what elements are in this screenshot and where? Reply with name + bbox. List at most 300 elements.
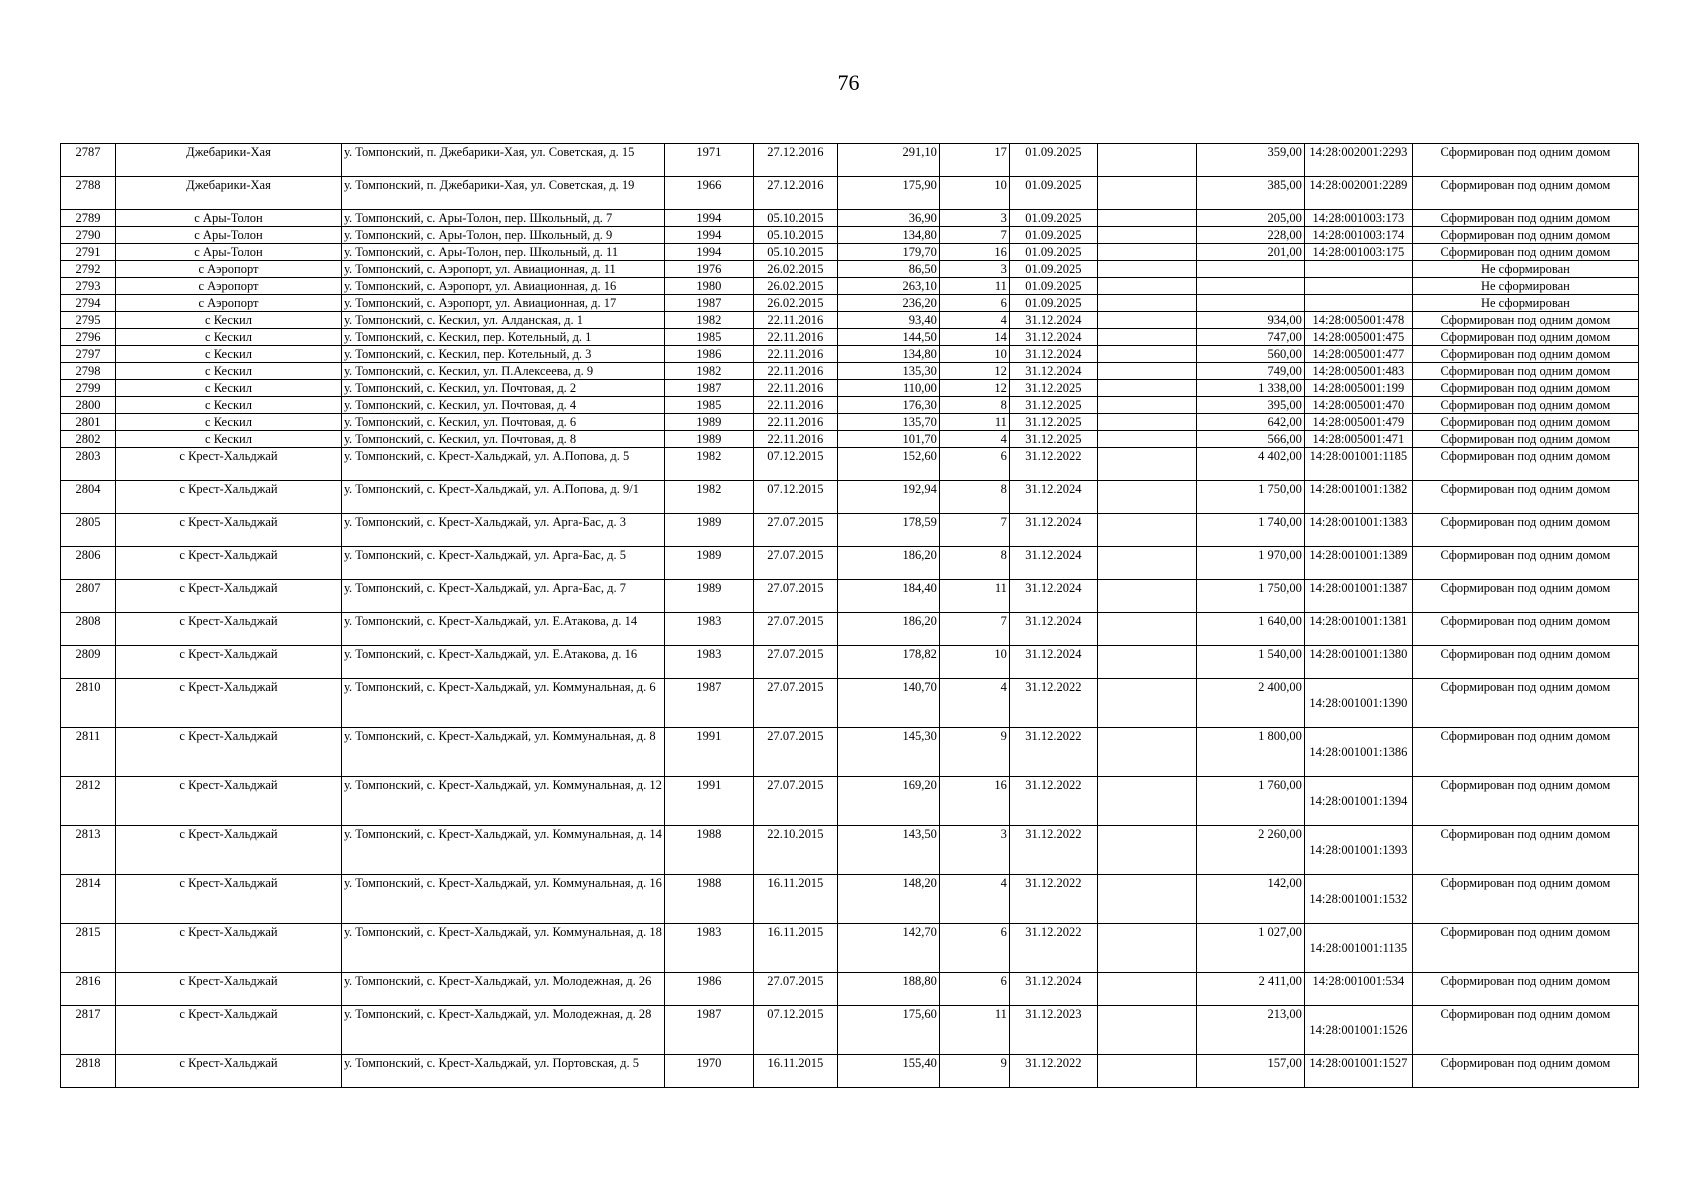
deadline-date: 31.12.2024 <box>1009 580 1097 613</box>
apartment-count: 17 <box>939 144 1009 177</box>
build-year: 1983 <box>664 646 753 679</box>
locality: с Крест-Хальджай <box>116 1006 342 1055</box>
row-number: 2787 <box>61 144 116 177</box>
inclusion-date: 05.10.2015 <box>753 227 837 244</box>
cadastral-number-text: 14:28:001001:1393 <box>1309 843 1408 857</box>
status: Сформирован под одним домом <box>1412 448 1638 481</box>
deadline-date: 01.09.2025 <box>1009 261 1097 278</box>
row-number: 2802 <box>61 431 116 448</box>
empty-cell <box>1097 679 1196 728</box>
deadline-date: 01.09.2025 <box>1009 295 1097 312</box>
land-area: 1 640,00 <box>1196 613 1304 646</box>
build-year: 1987 <box>664 380 753 397</box>
deadline-date: 01.09.2025 <box>1009 278 1097 295</box>
cadastral-number-text: 14:28:001001:1383 <box>1309 515 1408 529</box>
status: Сформирован под одним домом <box>1412 329 1638 346</box>
row-number: 2813 <box>61 826 116 875</box>
inclusion-date: 27.12.2016 <box>753 144 837 177</box>
inclusion-date: 27.12.2016 <box>753 177 837 210</box>
table-row <box>61 278 1639 295</box>
build-year: 1989 <box>664 514 753 547</box>
land-area: 157,00 <box>1196 1055 1304 1088</box>
land-area <box>1196 278 1304 295</box>
table-row <box>61 679 1639 728</box>
cadastral-number <box>1304 397 1412 414</box>
land-area: 201,00 <box>1196 244 1304 261</box>
deadline-date: 31.12.2024 <box>1009 346 1097 363</box>
cadastral-number-text: 14:28:001001:1394 <box>1309 794 1408 808</box>
cadastral-number <box>1304 481 1412 514</box>
cadastral-number-text: 14:28:001003:175 <box>1312 245 1405 259</box>
status: Не сформирован <box>1412 295 1638 312</box>
land-area: 1 750,00 <box>1196 580 1304 613</box>
page-number: 76 <box>837 70 860 95</box>
build-year: 1986 <box>664 346 753 363</box>
area: 186,20 <box>837 547 939 580</box>
cadastral-number-text: 14:28:001001:1387 <box>1309 581 1408 595</box>
area: 135,30 <box>837 363 939 380</box>
cadastral-number-text: 14:28:001001:1381 <box>1309 614 1408 628</box>
area: 169,20 <box>837 777 939 826</box>
inclusion-date: 22.11.2016 <box>753 414 837 431</box>
deadline-date: 31.12.2024 <box>1009 481 1097 514</box>
build-year: 1983 <box>664 924 753 973</box>
build-year: 1988 <box>664 826 753 875</box>
build-year: 1987 <box>664 1006 753 1055</box>
locality: с Крест-Хальджай <box>116 777 342 826</box>
land-area: 749,00 <box>1196 363 1304 380</box>
inclusion-date: 22.11.2016 <box>753 397 837 414</box>
cadastral-number <box>1304 679 1412 728</box>
locality: с Кескил <box>116 363 342 380</box>
row-number: 2801 <box>61 414 116 431</box>
cadastral-number <box>1304 1006 1412 1055</box>
status: Сформирован под одним домом <box>1412 346 1638 363</box>
address: у. Томпонский, с. Крест-Хальджай, ул. Коммунальная, д. 16 <box>342 875 665 924</box>
build-year: 1982 <box>664 312 753 329</box>
cadastral-number-text: 14:28:005001:475 <box>1312 330 1405 344</box>
locality: с Аэропорт <box>116 295 342 312</box>
address: у. Томпонский, с. Крест-Хальджай, ул. А.Попова, д. 5 <box>342 448 665 481</box>
apartment-count: 8 <box>939 481 1009 514</box>
address: у. Томпонский, с. Кескил, ул. П.Алексеева, д. 9 <box>342 363 665 380</box>
row-number: 2818 <box>61 1055 116 1088</box>
status: Не сформирован <box>1412 261 1638 278</box>
land-area <box>1196 261 1304 278</box>
status: Сформирован под одним домом <box>1412 1006 1638 1055</box>
table-row <box>61 244 1639 261</box>
cadastral-number-text: 14:28:005001:470 <box>1312 398 1405 412</box>
table-row <box>61 514 1639 547</box>
cadastral-number-text: 14:28:001003:174 <box>1312 228 1405 242</box>
locality: Джебарики-Хая <box>116 144 342 177</box>
locality: с Крест-Хальджай <box>116 613 342 646</box>
inclusion-date: 07.12.2015 <box>753 481 837 514</box>
address: у. Томпонский, с. Аэропорт, ул. Авиационная, д. 16 <box>342 278 665 295</box>
cadastral-number-text: 14:28:001003:173 <box>1312 211 1405 225</box>
status: Сформирован под одним домом <box>1412 679 1638 728</box>
build-year: 1991 <box>664 777 753 826</box>
row-number: 2817 <box>61 1006 116 1055</box>
cadastral-number <box>1304 261 1412 278</box>
address: у. Томпонский, с. Крест-Хальджай, ул. Молодежная, д. 28 <box>342 1006 665 1055</box>
apartment-count: 9 <box>939 728 1009 777</box>
cadastral-number-text: 14:28:002001:2293 <box>1309 145 1408 159</box>
inclusion-date: 26.02.2015 <box>753 278 837 295</box>
deadline-date: 31.12.2025 <box>1009 431 1097 448</box>
cadastral-number-text: 14:28:005001:479 <box>1312 415 1405 429</box>
apartment-count: 12 <box>939 380 1009 397</box>
area: 175,90 <box>837 177 939 210</box>
deadline-date: 31.12.2024 <box>1009 613 1097 646</box>
table-row <box>61 481 1639 514</box>
cadastral-number <box>1304 547 1412 580</box>
address: у. Томпонский, с. Крест-Хальджай, ул. Арга-Бас, д. 3 <box>342 514 665 547</box>
row-number: 2794 <box>61 295 116 312</box>
build-year: 1976 <box>664 261 753 278</box>
apartment-count: 3 <box>939 210 1009 227</box>
table-row <box>61 177 1639 210</box>
land-area: 1 970,00 <box>1196 547 1304 580</box>
deadline-date: 01.09.2025 <box>1009 177 1097 210</box>
land-area: 395,00 <box>1196 397 1304 414</box>
cadastral-number <box>1304 1055 1412 1088</box>
area: 179,70 <box>837 244 939 261</box>
area: 291,10 <box>837 144 939 177</box>
cadastral-number <box>1304 431 1412 448</box>
row-number: 2804 <box>61 481 116 514</box>
build-year: 1966 <box>664 177 753 210</box>
row-number: 2795 <box>61 312 116 329</box>
status: Сформирован под одним домом <box>1412 1055 1638 1088</box>
row-number: 2807 <box>61 580 116 613</box>
cadastral-number-text: 14:28:005001:478 <box>1312 313 1405 327</box>
deadline-date: 31.12.2022 <box>1009 924 1097 973</box>
apartment-count: 3 <box>939 826 1009 875</box>
inclusion-date: 27.07.2015 <box>753 646 837 679</box>
build-year: 1991 <box>664 728 753 777</box>
land-area: 1 540,00 <box>1196 646 1304 679</box>
area: 155,40 <box>837 1055 939 1088</box>
land-area: 2 260,00 <box>1196 826 1304 875</box>
locality: с Аэропорт <box>116 261 342 278</box>
deadline-date: 31.12.2025 <box>1009 397 1097 414</box>
locality: с Кескил <box>116 414 342 431</box>
row-number: 2806 <box>61 547 116 580</box>
cadastral-number <box>1304 580 1412 613</box>
apartment-count: 10 <box>939 177 1009 210</box>
empty-cell <box>1097 244 1196 261</box>
empty-cell <box>1097 1055 1196 1088</box>
locality: с Крест-Хальджай <box>116 973 342 1006</box>
status: Сформирован под одним домом <box>1412 728 1638 777</box>
address: у. Томпонский, с. Крест-Хальджай, ул. Арга-Бас, д. 5 <box>342 547 665 580</box>
cadastral-number-text: 14:28:002001:2289 <box>1309 178 1408 192</box>
empty-cell <box>1097 613 1196 646</box>
apartment-count: 14 <box>939 329 1009 346</box>
apartment-count: 7 <box>939 227 1009 244</box>
status: Сформирован под одним домом <box>1412 210 1638 227</box>
inclusion-date: 27.07.2015 <box>753 547 837 580</box>
land-area: 385,00 <box>1196 177 1304 210</box>
locality: с Крест-Хальджай <box>116 448 342 481</box>
land-area: 1 800,00 <box>1196 728 1304 777</box>
area: 86,50 <box>837 261 939 278</box>
build-year: 1983 <box>664 613 753 646</box>
empty-cell <box>1097 261 1196 278</box>
table-row <box>61 777 1639 826</box>
land-area: 566,00 <box>1196 431 1304 448</box>
empty-cell <box>1097 380 1196 397</box>
status: Сформирован под одним домом <box>1412 414 1638 431</box>
inclusion-date: 27.07.2015 <box>753 613 837 646</box>
inclusion-date: 05.10.2015 <box>753 244 837 261</box>
cadastral-number <box>1304 613 1412 646</box>
deadline-date: 31.12.2022 <box>1009 728 1097 777</box>
land-area: 1 760,00 <box>1196 777 1304 826</box>
empty-cell <box>1097 514 1196 547</box>
build-year: 1985 <box>664 397 753 414</box>
row-number: 2789 <box>61 210 116 227</box>
area: 140,70 <box>837 679 939 728</box>
cadastral-number <box>1304 278 1412 295</box>
deadline-date: 31.12.2023 <box>1009 1006 1097 1055</box>
table-row <box>61 346 1639 363</box>
cadastral-number <box>1304 514 1412 547</box>
deadline-date: 31.12.2024 <box>1009 329 1097 346</box>
empty-cell <box>1097 177 1196 210</box>
build-year: 1985 <box>664 329 753 346</box>
land-area: 359,00 <box>1196 144 1304 177</box>
cadastral-number <box>1304 244 1412 261</box>
locality: с Крест-Хальджай <box>116 728 342 777</box>
cadastral-number-text: 14:28:001001:534 <box>1312 974 1405 988</box>
table-row <box>61 973 1639 1006</box>
deadline-date: 01.09.2025 <box>1009 227 1097 244</box>
address: у. Томпонский, с. Крест-Хальджай, ул. Коммунальная, д. 6 <box>342 679 665 728</box>
row-number: 2792 <box>61 261 116 278</box>
table-row <box>61 1006 1639 1055</box>
land-area <box>1196 295 1304 312</box>
row-number: 2810 <box>61 679 116 728</box>
locality: с Кескил <box>116 346 342 363</box>
cadastral-number <box>1304 646 1412 679</box>
table-row <box>61 414 1639 431</box>
empty-cell <box>1097 363 1196 380</box>
status: Сформирован под одним домом <box>1412 431 1638 448</box>
build-year: 1988 <box>664 875 753 924</box>
empty-cell <box>1097 397 1196 414</box>
area: 145,30 <box>837 728 939 777</box>
table-row <box>61 227 1639 244</box>
row-number: 2809 <box>61 646 116 679</box>
cadastral-number <box>1304 826 1412 875</box>
status: Сформирован под одним домом <box>1412 613 1638 646</box>
address: у. Томпонский, с. Крест-Хальджай, ул. А.Попова, д. 9/1 <box>342 481 665 514</box>
deadline-date: 31.12.2025 <box>1009 414 1097 431</box>
inclusion-date: 22.11.2016 <box>753 346 837 363</box>
build-year: 1989 <box>664 580 753 613</box>
cadastral-number-text: 14:28:001001:1380 <box>1309 647 1408 661</box>
cadastral-number-text: 14:28:001001:1526 <box>1309 1023 1408 1037</box>
build-year: 1994 <box>664 244 753 261</box>
apartment-count: 10 <box>939 346 1009 363</box>
locality: с Крест-Хальджай <box>116 514 342 547</box>
status: Сформирован под одним домом <box>1412 924 1638 973</box>
build-year: 1982 <box>664 448 753 481</box>
build-year: 1994 <box>664 227 753 244</box>
cadastral-number <box>1304 414 1412 431</box>
build-year: 1987 <box>664 295 753 312</box>
deadline-date: 01.09.2025 <box>1009 244 1097 261</box>
apartment-count: 11 <box>939 580 1009 613</box>
deadline-date: 31.12.2025 <box>1009 380 1097 397</box>
land-area: 1 750,00 <box>1196 481 1304 514</box>
cadastral-number-text: 14:28:001001:1389 <box>1309 548 1408 562</box>
table-row <box>61 397 1639 414</box>
deadline-date: 31.12.2024 <box>1009 973 1097 1006</box>
status: Сформирован под одним домом <box>1412 363 1638 380</box>
empty-cell <box>1097 728 1196 777</box>
table-row <box>61 613 1639 646</box>
build-year: 1982 <box>664 481 753 514</box>
area: 176,30 <box>837 397 939 414</box>
deadline-date: 01.09.2025 <box>1009 144 1097 177</box>
area: 188,80 <box>837 973 939 1006</box>
area: 178,59 <box>837 514 939 547</box>
status: Сформирован под одним домом <box>1412 144 1638 177</box>
inclusion-date: 16.11.2015 <box>753 875 837 924</box>
cadastral-number-text: 14:28:001001:1185 <box>1309 449 1408 463</box>
deadline-date: 31.12.2022 <box>1009 777 1097 826</box>
table-row <box>61 261 1639 278</box>
cadastral-number <box>1304 346 1412 363</box>
empty-cell <box>1097 580 1196 613</box>
status: Сформирован под одним домом <box>1412 580 1638 613</box>
address: у. Томпонский, с. Аэропорт, ул. Авиационная, д. 17 <box>342 295 665 312</box>
cadastral-number <box>1304 728 1412 777</box>
build-year: 1989 <box>664 414 753 431</box>
inclusion-date: 27.07.2015 <box>753 973 837 1006</box>
deadline-date: 31.12.2022 <box>1009 826 1097 875</box>
cadastral-number <box>1304 924 1412 973</box>
cadastral-number-text: 14:28:005001:477 <box>1312 347 1405 361</box>
empty-cell <box>1097 547 1196 580</box>
inclusion-date: 27.07.2015 <box>753 728 837 777</box>
inclusion-date: 16.11.2015 <box>753 1055 837 1088</box>
row-number: 2808 <box>61 613 116 646</box>
inclusion-date: 27.07.2015 <box>753 679 837 728</box>
land-area: 205,00 <box>1196 210 1304 227</box>
address: у. Томпонский, с. Ары-Толон, пер. Школьный, д. 9 <box>342 227 665 244</box>
table-row <box>61 210 1639 227</box>
inclusion-date: 22.11.2016 <box>753 329 837 346</box>
apartment-count: 9 <box>939 1055 1009 1088</box>
status: Сформирован под одним домом <box>1412 777 1638 826</box>
deadline-date: 01.09.2025 <box>1009 210 1097 227</box>
status: Сформирован под одним домом <box>1412 397 1638 414</box>
apartment-count: 10 <box>939 646 1009 679</box>
inclusion-date: 22.10.2015 <box>753 826 837 875</box>
apartment-count: 11 <box>939 414 1009 431</box>
land-area: 142,00 <box>1196 875 1304 924</box>
address: у. Томпонский, с. Крест-Хальджай, ул. Молодежная, д. 26 <box>342 973 665 1006</box>
status: Сформирован под одним домом <box>1412 380 1638 397</box>
empty-cell <box>1097 329 1196 346</box>
status: Сформирован под одним домом <box>1412 547 1638 580</box>
row-number: 2805 <box>61 514 116 547</box>
apartment-count: 16 <box>939 777 1009 826</box>
apartment-count: 6 <box>939 448 1009 481</box>
empty-cell <box>1097 973 1196 1006</box>
address: у. Томпонский, с. Ары-Толон, пер. Школьный, д. 11 <box>342 244 665 261</box>
table-row <box>61 431 1639 448</box>
deadline-date: 31.12.2022 <box>1009 679 1097 728</box>
deadline-date: 31.12.2022 <box>1009 448 1097 481</box>
row-number: 2811 <box>61 728 116 777</box>
locality: с Ары-Толон <box>116 244 342 261</box>
row-number: 2799 <box>61 380 116 397</box>
locality: с Кескил <box>116 431 342 448</box>
table-row <box>61 144 1639 177</box>
housing-register-table <box>60 143 1639 1088</box>
inclusion-date: 07.12.2015 <box>753 1006 837 1055</box>
cadastral-number-text: 14:28:001001:1382 <box>1309 482 1408 496</box>
inclusion-date: 16.11.2015 <box>753 924 837 973</box>
address: у. Томпонский, с. Крест-Хальджай, ул. Е.Атакова, д. 16 <box>342 646 665 679</box>
locality: с Ары-Толон <box>116 227 342 244</box>
apartment-count: 4 <box>939 679 1009 728</box>
table-row <box>61 924 1639 973</box>
deadline-date: 31.12.2024 <box>1009 514 1097 547</box>
empty-cell <box>1097 448 1196 481</box>
status: Сформирован под одним домом <box>1412 646 1638 679</box>
locality: с Крест-Хальджай <box>116 1055 342 1088</box>
deadline-date: 31.12.2024 <box>1009 547 1097 580</box>
area: 178,82 <box>837 646 939 679</box>
row-number: 2793 <box>61 278 116 295</box>
locality: с Крест-Хальджай <box>116 547 342 580</box>
inclusion-date: 27.07.2015 <box>753 514 837 547</box>
status: Сформирован под одним домом <box>1412 312 1638 329</box>
land-area: 2 400,00 <box>1196 679 1304 728</box>
area: 143,50 <box>837 826 939 875</box>
empty-cell <box>1097 481 1196 514</box>
row-number: 2815 <box>61 924 116 973</box>
status: Сформирован под одним домом <box>1412 481 1638 514</box>
address: у. Томпонский, с. Крест-Хальджай, ул. Коммунальная, д. 8 <box>342 728 665 777</box>
status: Сформирован под одним домом <box>1412 514 1638 547</box>
empty-cell <box>1097 875 1196 924</box>
apartment-count: 4 <box>939 875 1009 924</box>
apartment-count: 7 <box>939 514 1009 547</box>
land-area: 747,00 <box>1196 329 1304 346</box>
address: у. Томпонский, с. Кескил, пер. Котельный, д. 3 <box>342 346 665 363</box>
area: 93,40 <box>837 312 939 329</box>
land-area: 2 411,00 <box>1196 973 1304 1006</box>
locality: с Аэропорт <box>116 278 342 295</box>
address: у. Томпонский, с. Крест-Хальджай, ул. Коммунальная, д. 18 <box>342 924 665 973</box>
locality: с Крест-Хальджай <box>116 826 342 875</box>
area: 101,70 <box>837 431 939 448</box>
cadastral-number <box>1304 973 1412 1006</box>
area: 134,80 <box>837 346 939 363</box>
status: Не сформирован <box>1412 278 1638 295</box>
area: 263,10 <box>837 278 939 295</box>
locality: с Ары-Толон <box>116 210 342 227</box>
status: Сформирован под одним домом <box>1412 826 1638 875</box>
cadastral-number <box>1304 363 1412 380</box>
